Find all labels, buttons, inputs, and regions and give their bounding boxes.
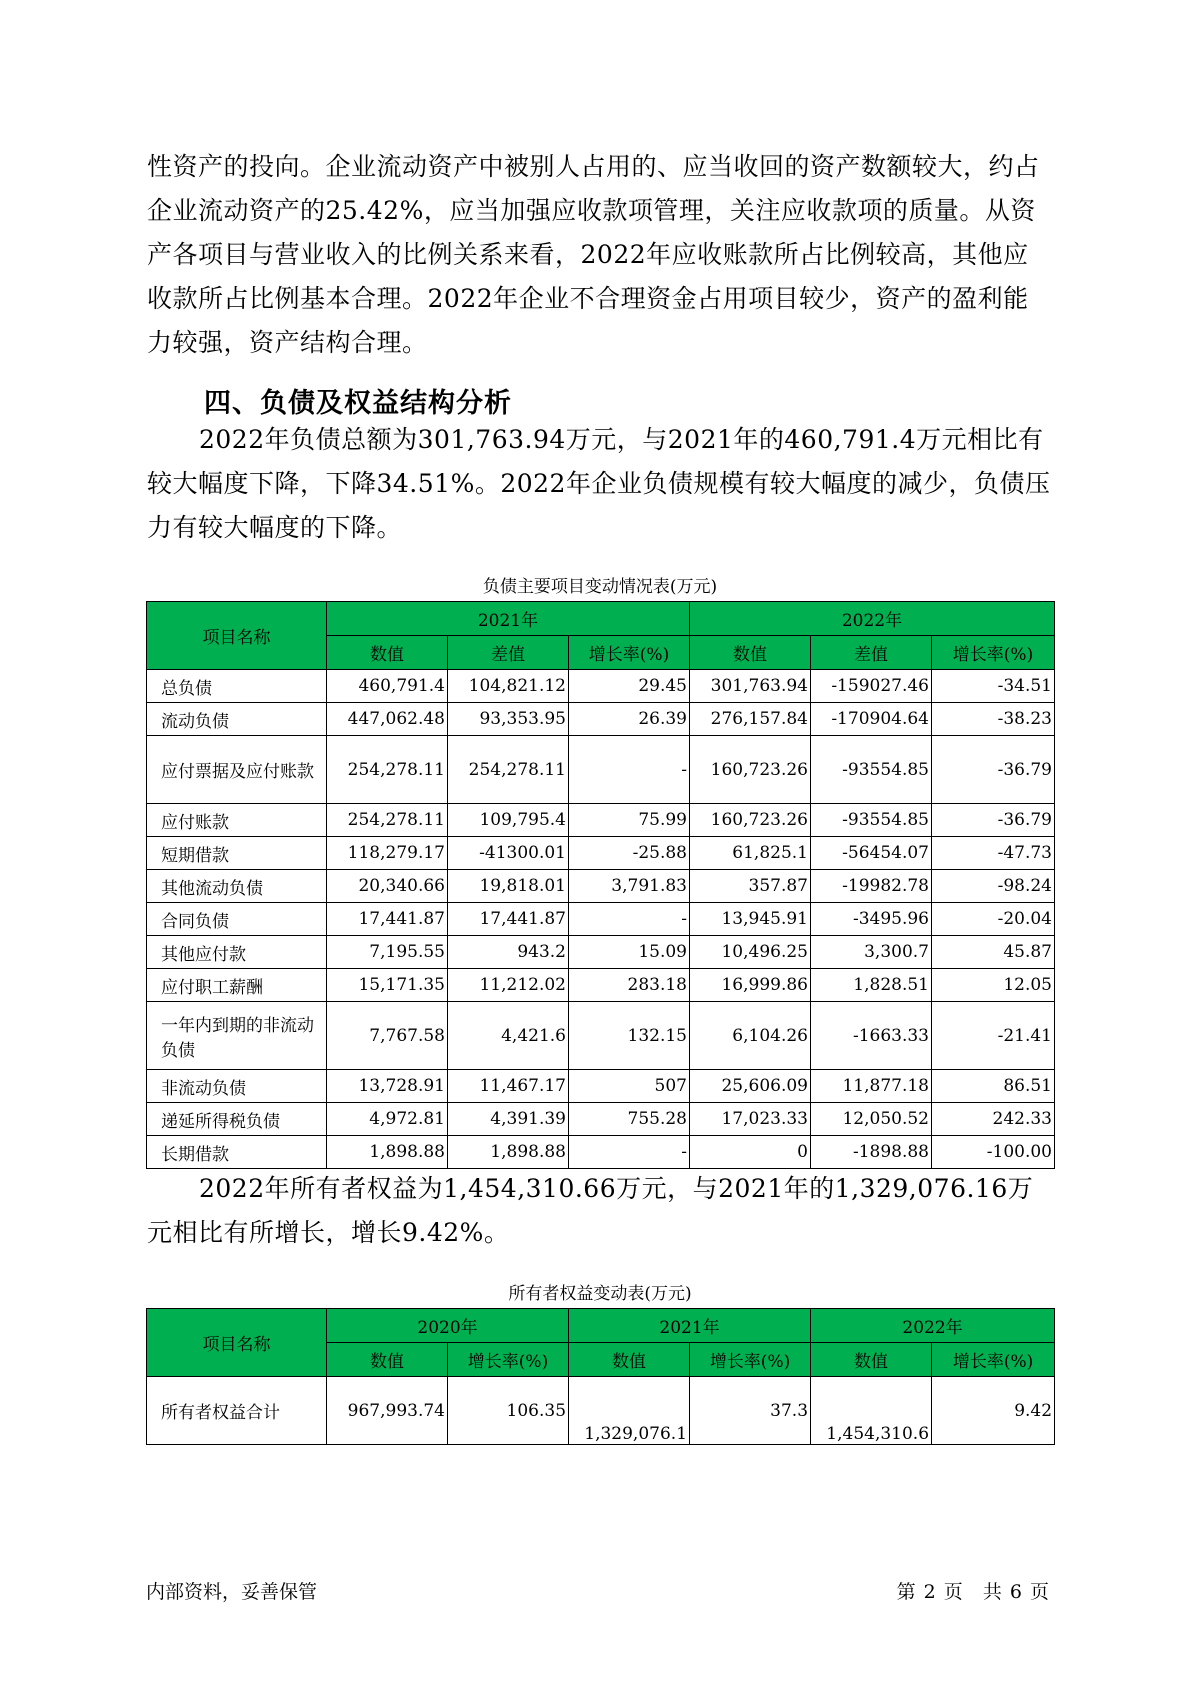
- sub-header: 增长率(%): [932, 636, 1055, 670]
- table-row: [147, 670, 1055, 703]
- table-cell: 460,791.4: [327, 670, 448, 703]
- row-label: 应付账款: [147, 804, 327, 837]
- table-cell: -20.04: [932, 903, 1055, 936]
- table-cell: 37.3: [690, 1377, 811, 1445]
- total-num: 6: [1009, 1581, 1022, 1603]
- table-cell: 283.18: [569, 969, 690, 1002]
- row-label: 非流动负债: [147, 1070, 327, 1103]
- row-label: 合同负债: [147, 903, 327, 936]
- table-cell: 17,441.87: [327, 903, 448, 936]
- paragraph-liability-text: 2022年负债总额为301,763.94万元，与2021年的460,791.4万元相比有较大幅度下降，下降34.51%。2022年企业负债规模有较大幅度的减少，负债压力有较大幅度的下降。: [147, 425, 1051, 542]
- table-cell: -56454.07: [811, 837, 932, 870]
- paragraph-equity-summary: [147, 1167, 1053, 1255]
- table-cell: 943.2: [448, 936, 569, 969]
- table-cell: -19982.78: [811, 870, 932, 903]
- table-cell: 1,898.88: [327, 1136, 448, 1169]
- table-cell: 7,767.58: [327, 1002, 448, 1070]
- footer-confidential-note: 内部资料，妥善保管: [146, 1581, 318, 1603]
- table-cell: 19,818.01: [448, 870, 569, 903]
- table-cell: -3495.96: [811, 903, 932, 936]
- table-cell: 11,877.18: [811, 1070, 932, 1103]
- table-row: [147, 804, 1055, 837]
- table-cell: 15.09: [569, 936, 690, 969]
- sub-header: 数值: [569, 1343, 690, 1377]
- table-cell: -93554.85: [811, 736, 932, 804]
- table-cell: 254,278.11: [327, 804, 448, 837]
- table-cell: -36.79: [932, 804, 1055, 837]
- table-cell: 9.42: [932, 1377, 1055, 1445]
- sub-header: 差值: [448, 636, 569, 670]
- table-cell: -100.00: [932, 1136, 1055, 1169]
- table-cell: 118,279.17: [327, 837, 448, 870]
- sub-header: 增长率(%): [569, 636, 690, 670]
- row-label: 一年内到期的非流动负债: [147, 1002, 327, 1070]
- table-cell: 132.15: [569, 1002, 690, 1070]
- table-cell: 13,728.91: [327, 1070, 448, 1103]
- table-cell: 254,278.11: [448, 736, 569, 804]
- table-row: [147, 1002, 1055, 1070]
- row-label: 所有者权益合计: [147, 1377, 327, 1445]
- paragraph-liability-summary: [147, 418, 1053, 550]
- table-cell: 301,763.94: [690, 670, 811, 703]
- table-cell: 967,993.74: [327, 1377, 448, 1445]
- table-cell: -: [569, 736, 690, 804]
- table-cell: 15,171.35: [327, 969, 448, 1002]
- table-cell: 1,828.51: [811, 969, 932, 1002]
- table-cell: 17,441.87: [448, 903, 569, 936]
- table-cell: 254,278.11: [327, 736, 448, 804]
- table-cell: -159027.46: [811, 670, 932, 703]
- row-label: 递延所得税负债: [147, 1103, 327, 1136]
- equity-table-caption: 所有者权益变动表(万元): [508, 1284, 692, 1304]
- sub-header: 数值: [690, 636, 811, 670]
- table-row: [147, 1136, 1055, 1169]
- table-cell: 75.99: [569, 804, 690, 837]
- row-label: 应付职工薪酬: [147, 969, 327, 1002]
- year-header: 2021年: [569, 1309, 811, 1343]
- table-cell: -36.79: [932, 736, 1055, 804]
- table-cell: 12.05: [932, 969, 1055, 1002]
- row-label: 应付票据及应付账款: [147, 736, 327, 804]
- table-cell: -38.23: [932, 703, 1055, 736]
- table-row: [147, 1070, 1055, 1103]
- table-cell: 357.87: [690, 870, 811, 903]
- table-cell: -21.41: [932, 1002, 1055, 1070]
- table-cell: 106.35: [448, 1377, 569, 1445]
- sub-header: 数值: [327, 1343, 448, 1377]
- table-cell: 26.39: [569, 703, 690, 736]
- table-cell: 160,723.26: [690, 804, 811, 837]
- sub-header: 增长率(%): [448, 1343, 569, 1377]
- table-cell: 4,391.39: [448, 1103, 569, 1136]
- sub-header: 数值: [811, 1343, 932, 1377]
- liability-table-caption: 负债主要项目变动情况表(万元): [482, 577, 718, 597]
- table-row: [147, 837, 1055, 870]
- table-cell: -41300.01: [448, 837, 569, 870]
- table-cell: 104,821.12: [448, 670, 569, 703]
- table-row: [147, 703, 1055, 736]
- table-cell: 1,898.88: [448, 1136, 569, 1169]
- table-cell: -98.24: [932, 870, 1055, 903]
- table-cell: 93,353.95: [448, 703, 569, 736]
- table-cell: 29.45: [569, 670, 690, 703]
- sub-header: 增长率(%): [690, 1343, 811, 1377]
- table-cell: 1,454,310.6: [811, 1377, 932, 1445]
- table-cell: -47.73: [932, 837, 1055, 870]
- sub-header: 增长率(%): [932, 1343, 1055, 1377]
- table-cell: -1663.33: [811, 1002, 932, 1070]
- table-cell: 447,062.48: [327, 703, 448, 736]
- equity-table: [146, 1308, 1055, 1445]
- row-label: 长期借款: [147, 1136, 327, 1169]
- table-cell: 16,999.86: [690, 969, 811, 1002]
- table-cell: -93554.85: [811, 804, 932, 837]
- row-label: 短期借款: [147, 837, 327, 870]
- table-cell: 25,606.09: [690, 1070, 811, 1103]
- section-heading: 四、负债及权益结构分析: [204, 388, 512, 419]
- year-header: 2022年: [811, 1309, 1055, 1343]
- page-unit: 页: [943, 1581, 963, 1603]
- table-cell: 4,972.81: [327, 1103, 448, 1136]
- row-label: 总负债: [147, 670, 327, 703]
- table-row: [147, 736, 1055, 804]
- table-cell: -170904.64: [811, 703, 932, 736]
- year-header: 2022年: [690, 602, 1055, 636]
- table-row: [147, 870, 1055, 903]
- table-cell: 7,195.55: [327, 936, 448, 969]
- sub-header: 差值: [811, 636, 932, 670]
- liability-table: [146, 601, 1055, 1169]
- table-cell: 11,467.17: [448, 1070, 569, 1103]
- total-unit: 页: [1029, 1581, 1049, 1603]
- table-cell: 242.33: [932, 1103, 1055, 1136]
- item-name-header: 项目名称: [147, 1309, 327, 1377]
- table-cell: 755.28: [569, 1103, 690, 1136]
- table-row: [147, 1377, 1055, 1445]
- page-prefix: 第: [896, 1581, 916, 1603]
- table-cell: -: [569, 1136, 690, 1169]
- table-cell: 507: [569, 1070, 690, 1103]
- table-cell: 3,300.7: [811, 936, 932, 969]
- table-cell: 13,945.91: [690, 903, 811, 936]
- table-cell: 109,795.4: [448, 804, 569, 837]
- paragraph-asset-analysis: 性资产的投向。企业流动资产中被别人占用的、应当收回的资产数额较大，约占企业流动资产的25.42%，应当加强应收款项管理，关注应收款项的质量。从资产各项目与营业收入的比例关系来看，2022年应收账款所占比例较高，其他应收款所占比例基本合理。2022年企业不合理资金占用项目较少，资产的盈利能力较强，资产结构合理。: [147, 152, 1040, 357]
- table-cell: 160,723.26: [690, 736, 811, 804]
- table-cell: 11,212.02: [448, 969, 569, 1002]
- table-row: [147, 1103, 1055, 1136]
- table-cell: 61,825.1: [690, 837, 811, 870]
- page-num: 2: [923, 1581, 936, 1603]
- table-cell: 4,421.6: [448, 1002, 569, 1070]
- row-label: 流动负债: [147, 703, 327, 736]
- sub-header: 数值: [327, 636, 448, 670]
- table-cell: 86.51: [932, 1070, 1055, 1103]
- table-cell: 20,340.66: [327, 870, 448, 903]
- table-cell: 276,157.84: [690, 703, 811, 736]
- table-cell: 10,496.25: [690, 936, 811, 969]
- table-cell: -34.51: [932, 670, 1055, 703]
- table-cell: -25.88: [569, 837, 690, 870]
- year-header: 2021年: [327, 602, 690, 636]
- year-header: 2020年: [327, 1309, 569, 1343]
- table-row: [147, 936, 1055, 969]
- table-cell: 12,050.52: [811, 1103, 932, 1136]
- table-cell: 45.87: [932, 936, 1055, 969]
- paragraph-equity-text: 2022年所有者权益为1,454,310.66万元，与2021年的1,329,076.16万元相比有所增长，增长9.42%。: [147, 1174, 1034, 1247]
- table-cell: 6,104.26: [690, 1002, 811, 1070]
- table-cell: 17,023.33: [690, 1103, 811, 1136]
- table-cell: 1,329,076.1: [569, 1377, 690, 1445]
- total-prefix: 共: [982, 1581, 1002, 1603]
- table-row: [147, 903, 1055, 936]
- table-cell: -: [569, 903, 690, 936]
- table-cell: -1898.88: [811, 1136, 932, 1169]
- row-label: 其他流动负债: [147, 870, 327, 903]
- table-cell: 3,791.83: [569, 870, 690, 903]
- table-cell: 0: [690, 1136, 811, 1169]
- item-name-header: 项目名称: [147, 602, 327, 670]
- table-row: [147, 969, 1055, 1002]
- footer-page-number: [893, 1578, 1053, 1606]
- row-label: 其他应付款: [147, 936, 327, 969]
